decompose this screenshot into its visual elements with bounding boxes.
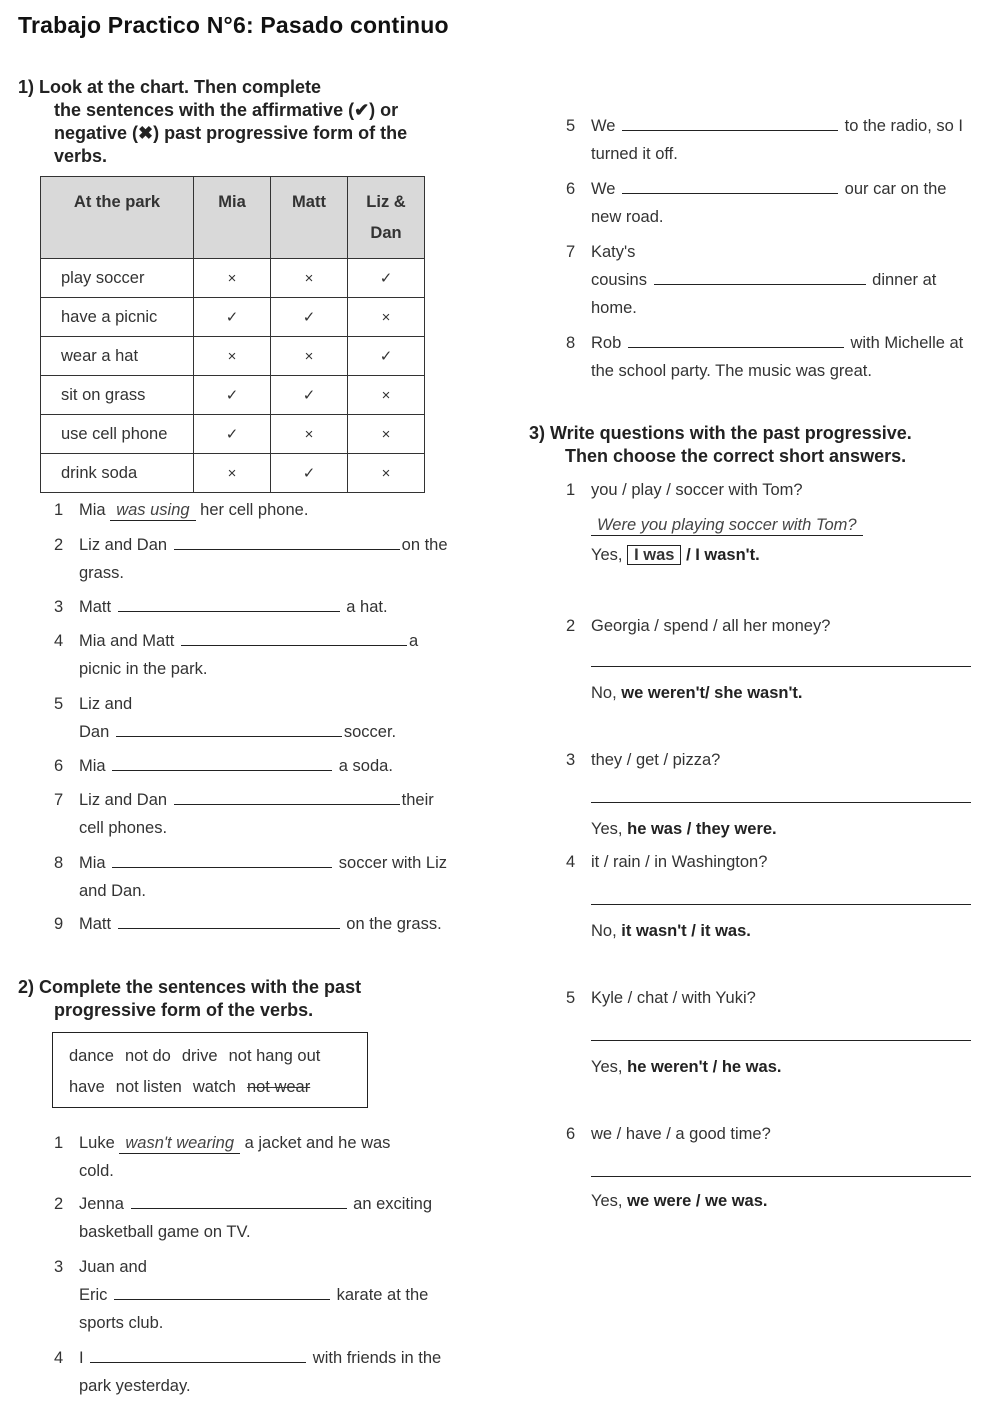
item-number: 2 <box>54 1195 64 1213</box>
answer-blank[interactable] <box>628 329 844 348</box>
table-header: At the park <box>41 177 194 259</box>
item-number: 2 <box>566 617 576 635</box>
item-text: home. <box>591 299 637 317</box>
item-text: Liz and Dan <box>79 791 168 809</box>
short-answer-lead: No, <box>591 922 617 940</box>
item-text: park yesterday. <box>79 1377 191 1395</box>
mark-cell: × <box>271 259 348 298</box>
mark-cell: ✓ <box>271 376 348 415</box>
word: dance <box>69 1047 114 1065</box>
item-text: Eric <box>79 1286 108 1304</box>
mark-cell: × <box>194 259 271 298</box>
option[interactable]: he was <box>627 820 683 838</box>
item-text: Matt <box>79 598 112 616</box>
item-number: 1 <box>54 1134 64 1152</box>
short-answer-lead: Yes, <box>591 1058 623 1076</box>
table-header: Matt <box>271 177 348 259</box>
item-text: karate at the <box>336 1286 429 1304</box>
activity-cell: have a picnic <box>41 298 194 337</box>
section1-heading-line: verbs. <box>54 146 108 166</box>
table-row <box>41 259 425 298</box>
activity-cell: wear a hat <box>41 337 194 376</box>
item-text: on the <box>401 536 448 554</box>
short-answer <box>591 1053 781 1081</box>
mark-cell: × <box>271 337 348 376</box>
item-number: 5 <box>54 695 64 713</box>
item-text: basketball game on TV. <box>79 1223 251 1241</box>
item-text: sports club. <box>79 1314 164 1332</box>
answer-line[interactable] <box>591 666 971 667</box>
item-text: We <box>591 180 616 198</box>
answer-blank[interactable] <box>90 1344 306 1363</box>
mark-cell: × <box>194 337 271 376</box>
selected-option[interactable]: I was <box>627 545 681 565</box>
item-text: We <box>591 117 616 135</box>
short-answer-lead: No, <box>591 684 617 702</box>
answer-blank[interactable] <box>118 910 340 929</box>
item-number: 3 <box>54 598 64 616</box>
item-text: their <box>401 791 434 809</box>
option-separator: / <box>686 546 691 564</box>
struck-word: not wear <box>246 1078 311 1096</box>
option[interactable]: he was. <box>721 1058 782 1076</box>
table-header: Mia <box>194 177 271 259</box>
item-number: 1 <box>54 501 64 519</box>
section3-heading-line: Then choose the correct short answers. <box>565 446 907 466</box>
item-number: 8 <box>54 854 64 872</box>
mark-cell: ✓ <box>194 298 271 337</box>
option[interactable]: it wasn't <box>621 922 687 940</box>
option-separator: / <box>686 820 692 838</box>
word-box <box>52 1032 368 1108</box>
short-answer-lead: Yes, <box>591 546 623 564</box>
answer-blank[interactable] <box>112 752 332 771</box>
short-answer <box>591 815 777 843</box>
item-text: cell phones. <box>79 819 168 837</box>
item-number: 4 <box>54 632 64 650</box>
item-text: soccer with Liz <box>338 854 447 872</box>
item-number: 2 <box>54 536 64 554</box>
item-text: and Dan. <box>79 882 146 900</box>
item-number: 4 <box>566 853 576 871</box>
option[interactable]: we were <box>627 1192 692 1210</box>
item-text: a soda. <box>338 757 393 775</box>
activity-cell: sit on grass <box>41 376 194 415</box>
question-prompt: Kyle / chat / with Yuki? <box>591 989 756 1007</box>
mark-cell: × <box>194 454 271 493</box>
section1-heading-line: 1) Look at the chart. Then complete <box>18 77 322 97</box>
item-text: Mia <box>79 757 106 775</box>
answer-blank[interactable] <box>131 1190 347 1209</box>
table-row <box>41 337 425 376</box>
item-text: the school party. The music was great. <box>591 362 872 380</box>
table-row <box>41 454 425 493</box>
example-question-answer: Were you playing soccer with Tom? <box>591 515 863 536</box>
item-text: Liz and Dan <box>79 536 168 554</box>
item-text: soccer. <box>343 723 397 741</box>
mark-cell: × <box>348 415 425 454</box>
answer-blank[interactable] <box>174 531 400 550</box>
item-text: Mia <box>79 854 106 872</box>
item-number: 9 <box>54 915 64 933</box>
word: watch <box>192 1078 236 1096</box>
answer-line[interactable] <box>591 904 971 905</box>
section1-heading <box>18 76 407 168</box>
answer-blank[interactable] <box>181 627 407 646</box>
mark-cell: ✓ <box>348 337 425 376</box>
word: drive <box>181 1047 218 1065</box>
item-text: I <box>79 1349 84 1367</box>
item-text: on the grass. <box>346 915 442 933</box>
item-text: Mia and Matt <box>79 632 175 650</box>
mark-cell: ✓ <box>271 454 348 493</box>
mark-cell: ✓ <box>348 259 425 298</box>
word: not listen <box>115 1078 182 1096</box>
mark-cell: × <box>348 376 425 415</box>
item-text: our car on the <box>844 180 947 198</box>
item-text: Katy's <box>591 243 636 261</box>
page-title: Trabajo Practico N°6: Pasado continuo <box>18 12 449 38</box>
section3-heading <box>529 422 912 468</box>
activity-cell: use cell phone <box>41 415 194 454</box>
item-text: Mia <box>79 501 106 519</box>
question-prompt: Georgia / spend / all her money? <box>591 617 831 635</box>
mark-cell: × <box>348 298 425 337</box>
item-text: Rob <box>591 334 622 352</box>
table-row <box>41 376 425 415</box>
question-prompt: they / get / pizza? <box>591 751 721 769</box>
activity-cell: drink soda <box>41 454 194 493</box>
question-prompt: we / have / a good time? <box>591 1125 771 1143</box>
option[interactable]: I wasn't. <box>695 546 760 564</box>
item-text: Liz and <box>79 695 133 713</box>
section2-heading <box>18 976 361 1022</box>
section1-heading-line: negative (✖) past progressive form of the <box>54 123 408 143</box>
answer-blank[interactable] <box>112 849 332 868</box>
table-header-row <box>41 177 425 259</box>
option[interactable]: we weren't <box>621 684 705 702</box>
short-answer-lead: Yes, <box>591 820 623 838</box>
item-number: 6 <box>566 1125 576 1143</box>
word: not hang out <box>228 1047 321 1065</box>
table-header: Liz & Dan <box>348 177 425 259</box>
item-text: her cell phone. <box>200 501 309 519</box>
answer-blank[interactable] <box>118 593 340 612</box>
table-row <box>41 298 425 337</box>
item-text: picnic in the park. <box>79 660 208 678</box>
short-answer <box>591 679 802 707</box>
item-number: 6 <box>566 180 576 198</box>
table-row <box>41 415 425 454</box>
mark-cell: × <box>271 415 348 454</box>
item-number: 5 <box>566 117 576 135</box>
item-text: an exciting <box>353 1195 433 1213</box>
item-text: with Michelle at <box>850 334 964 352</box>
item-number: 7 <box>54 791 64 809</box>
item-number: 6 <box>54 757 64 775</box>
item-text: Juan and <box>79 1258 147 1276</box>
answer-blank[interactable] <box>654 266 866 285</box>
item-text: a hat. <box>346 598 388 616</box>
item-text: turned it off. <box>591 145 678 163</box>
answer-blank[interactable] <box>622 175 838 194</box>
item-text: dinner at <box>872 271 937 289</box>
section3-heading-line: 3) Write questions with the past progressive. <box>529 423 912 443</box>
example-answer: wasn't wearing <box>119 1133 240 1154</box>
word: have <box>69 1078 105 1096</box>
mark-cell: ✓ <box>194 376 271 415</box>
item-text: Jenna <box>79 1195 124 1213</box>
option[interactable]: she wasn't. <box>714 684 803 702</box>
question-prompt: it / rain / in Washington? <box>591 853 768 871</box>
option[interactable]: it was. <box>700 922 751 940</box>
option[interactable]: he weren't <box>627 1058 709 1076</box>
item-number: 3 <box>54 1258 64 1276</box>
mark-cell: ✓ <box>271 298 348 337</box>
question-prompt: you / play / soccer with Tom? <box>591 481 803 499</box>
item-text: Matt <box>79 915 112 933</box>
item-text: a jacket and he was <box>244 1134 391 1152</box>
short-answer-lead: Yes, <box>591 1192 623 1210</box>
park-chart-table <box>40 176 425 493</box>
answer-blank[interactable] <box>174 786 400 805</box>
short-answer <box>591 1187 767 1215</box>
item-number: 1 <box>566 481 576 499</box>
answer-line[interactable] <box>591 1040 971 1041</box>
example-answer: was using <box>110 500 195 521</box>
item-number: 3 <box>566 751 576 769</box>
answer-blank[interactable] <box>622 112 838 131</box>
item-text: grass. <box>79 564 124 582</box>
section2-heading-line: progressive form of the verbs. <box>54 1000 314 1020</box>
item-text: cousins <box>591 271 647 289</box>
item-text: new road. <box>591 208 664 226</box>
item-number: 4 <box>54 1349 64 1367</box>
short-answer <box>591 541 760 569</box>
word: not do <box>124 1047 171 1065</box>
answer-blank[interactable] <box>116 718 342 737</box>
option[interactable]: they were. <box>695 820 777 838</box>
option-separator: / <box>691 922 696 940</box>
question-answer-line <box>591 511 863 539</box>
mark-cell: × <box>348 454 425 493</box>
short-answer <box>591 917 751 945</box>
option-separator: / <box>712 1058 718 1076</box>
answer-line[interactable] <box>591 802 971 803</box>
item-text: Luke <box>79 1134 115 1152</box>
item-number: 5 <box>566 989 576 1007</box>
item-text: cold. <box>79 1162 114 1180</box>
item-text: a <box>408 632 419 650</box>
mark-cell: ✓ <box>194 415 271 454</box>
activity-cell: play soccer <box>41 259 194 298</box>
answer-blank[interactable] <box>114 1281 330 1300</box>
section1-heading-line: the sentences with the affirmative (✔) or <box>54 100 399 120</box>
item-number: 7 <box>566 243 576 261</box>
item-text: Dan <box>79 723 110 741</box>
option-separator: / <box>704 684 710 702</box>
item-text: to the radio, so I <box>844 117 963 135</box>
option[interactable]: we was. <box>705 1192 768 1210</box>
item-text: with friends in the <box>312 1349 442 1367</box>
section2-heading-line: 2) Complete the sentences with the past <box>18 977 362 997</box>
item-number: 8 <box>566 334 576 352</box>
option-separator: / <box>695 1192 701 1210</box>
answer-line[interactable] <box>591 1176 971 1177</box>
